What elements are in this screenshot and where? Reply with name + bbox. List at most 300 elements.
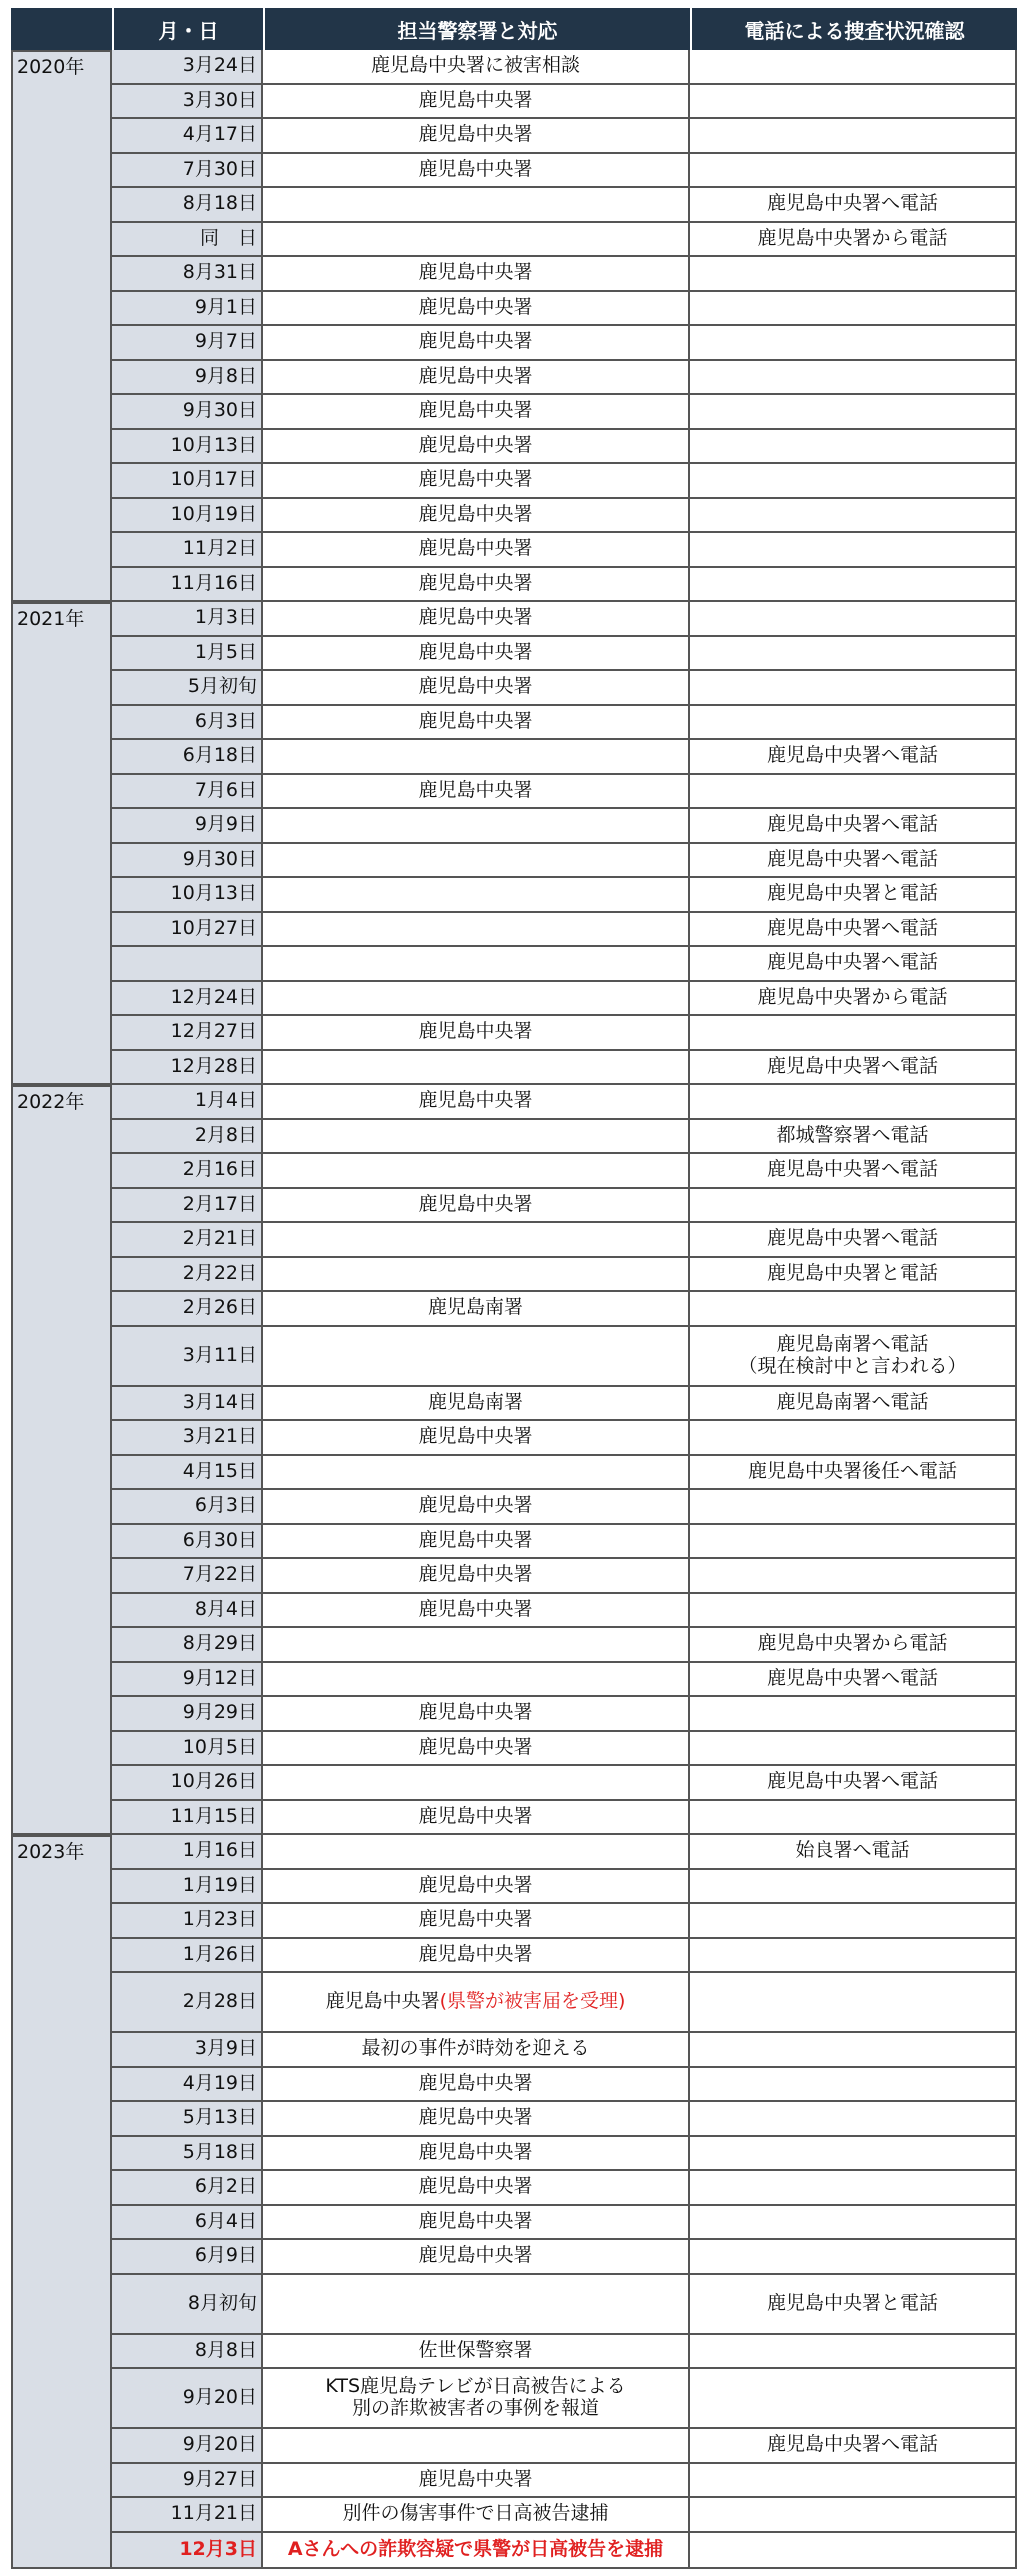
- response-cell: [263, 2275, 690, 2335]
- table-row: [11, 913, 1017, 948]
- date-cell: 3月30日: [112, 85, 263, 120]
- response-cell: 鹿児島中央署: [263, 568, 690, 603]
- year-cell: [11, 1697, 112, 1732]
- table-row: [11, 395, 1017, 430]
- year-cell: [11, 671, 112, 706]
- table-row: [11, 361, 1017, 396]
- date-cell: 10月26日: [112, 1766, 263, 1801]
- response-cell: 鹿児島中央署: [263, 119, 690, 154]
- phone-cell: 鹿児島中央署と電話: [690, 1258, 1017, 1293]
- year-cell: [11, 2102, 112, 2137]
- year-cell: [11, 1559, 112, 1594]
- table-row: [11, 1594, 1017, 1629]
- response-cell: 鹿児島中央署: [263, 1085, 690, 1120]
- phone-cell: [690, 2335, 1017, 2370]
- table-row: [11, 1189, 1017, 1224]
- date-cell: 10月13日: [112, 430, 263, 465]
- date-cell: 9月1日: [112, 292, 263, 327]
- year-cell: [11, 947, 112, 982]
- date-cell: 6月3日: [112, 1490, 263, 1525]
- response-cell: 鹿児島中央署: [263, 2171, 690, 2206]
- year-cell: [11, 878, 112, 913]
- response-cell: 鹿児島中央署: [263, 1697, 690, 1732]
- year-cell: [11, 1154, 112, 1189]
- response-cell: 鹿児島中央署: [263, 2102, 690, 2137]
- table-row: [11, 740, 1017, 775]
- table-row: [11, 1292, 1017, 1327]
- phone-cell: [690, 1801, 1017, 1836]
- phone-cell: [690, 464, 1017, 499]
- table-row: [11, 1559, 1017, 1594]
- year-cell: [11, 2429, 112, 2464]
- date-cell: 6月18日: [112, 740, 263, 775]
- response-cell: 鹿児島中央署: [263, 464, 690, 499]
- table-row: [11, 1628, 1017, 1663]
- year-cell: [11, 499, 112, 534]
- year-cell: [11, 1939, 112, 1974]
- year-cell: [11, 2464, 112, 2499]
- year-cell: [11, 982, 112, 1017]
- year-cell: [11, 361, 112, 396]
- table-row: [11, 188, 1017, 223]
- phone-cell: [690, 1973, 1017, 2033]
- phone-cell: [690, 775, 1017, 810]
- date-cell: 1月16日: [112, 1835, 263, 1870]
- table-row: [11, 292, 1017, 327]
- year-cell: [11, 637, 112, 672]
- table-row: [11, 2429, 1017, 2464]
- timeline-table: [11, 8, 1017, 2569]
- date-cell: 2月16日: [112, 1154, 263, 1189]
- phone-cell: 鹿児島中央署から電話: [690, 982, 1017, 1017]
- date-cell: 6月3日: [112, 706, 263, 741]
- phone-cell: 鹿児島中央署へ電話: [690, 1051, 1017, 1086]
- year-cell: [11, 2369, 112, 2429]
- response-cell: 鹿児島中央署: [263, 1939, 690, 1974]
- phone-cell: [690, 50, 1017, 85]
- table-row: [11, 1223, 1017, 1258]
- phone-cell: [690, 1292, 1017, 1327]
- response-cell: [263, 223, 690, 258]
- response-cell: 鹿児島中央署: [263, 395, 690, 430]
- table-row: [11, 1904, 1017, 1939]
- response-cell: [263, 844, 690, 879]
- date-cell: 9月20日: [112, 2429, 263, 2464]
- date-cell: 9月20日: [112, 2369, 263, 2429]
- response-cell: 鹿児島中央署: [263, 499, 690, 534]
- response-cell: 鹿児島中央署: [263, 1525, 690, 1560]
- date-cell: 9月30日: [112, 844, 263, 879]
- table-row: [11, 1766, 1017, 1801]
- response-cell: 鹿児島中央署: [263, 637, 690, 672]
- phone-cell: [690, 361, 1017, 396]
- table-row: [11, 1085, 1017, 1120]
- table-row: [11, 982, 1017, 1017]
- year-cell: 2022年: [11, 1085, 112, 1120]
- date-cell: 9月8日: [112, 361, 263, 396]
- table-row: [11, 1973, 1017, 2033]
- response-cell: 鹿児島中央署: [263, 1870, 690, 1905]
- year-cell: [11, 464, 112, 499]
- table-row: [11, 499, 1017, 534]
- phone-cell: 鹿児島中央署へ電話: [690, 1663, 1017, 1698]
- table-row: [11, 1258, 1017, 1293]
- date-cell: 8月初旬: [112, 2275, 263, 2335]
- table-row: [11, 947, 1017, 982]
- phone-cell: [690, 430, 1017, 465]
- response-cell: 鹿児島中央署: [263, 326, 690, 361]
- table-row: [11, 1456, 1017, 1491]
- date-cell: 10月19日: [112, 499, 263, 534]
- phone-cell: [690, 2033, 1017, 2068]
- phone-cell: [690, 257, 1017, 292]
- table-row: [11, 2137, 1017, 2172]
- phone-cell: [690, 1697, 1017, 1732]
- response-cell: 鹿児島中央署: [263, 2464, 690, 2499]
- date-cell: 3月14日: [112, 1387, 263, 1422]
- year-cell: [11, 292, 112, 327]
- table-row: [11, 464, 1017, 499]
- table-header: [11, 8, 1017, 50]
- response-cell: [263, 1154, 690, 1189]
- year-cell: [11, 568, 112, 603]
- phone-cell: [690, 1421, 1017, 1456]
- year-cell: [11, 430, 112, 465]
- year-cell: [11, 188, 112, 223]
- date-cell: 11月16日: [112, 568, 263, 603]
- response-cell: 別件の傷害事件で日高被告逮捕: [263, 2498, 690, 2533]
- date-cell: 7月30日: [112, 154, 263, 189]
- table-row: [11, 1421, 1017, 1456]
- response-cell: [263, 982, 690, 1017]
- phone-cell: 鹿児島中央署と電話: [690, 2275, 1017, 2335]
- table-row: [11, 2464, 1017, 2499]
- year-cell: [11, 1870, 112, 1905]
- phone-cell: [690, 1525, 1017, 1560]
- phone-cell: [690, 154, 1017, 189]
- table-row: [11, 1870, 1017, 1905]
- phone-cell: [690, 2102, 1017, 2137]
- table-row: [11, 775, 1017, 810]
- phone-cell: [690, 1732, 1017, 1767]
- phone-cell: [690, 499, 1017, 534]
- phone-cell: 鹿児島中央署へ電話: [690, 809, 1017, 844]
- year-cell: [11, 1973, 112, 2033]
- date-cell: 3月11日: [112, 1327, 263, 1387]
- year-cell: [11, 2533, 112, 2569]
- date-cell: 2月21日: [112, 1223, 263, 1258]
- phone-cell: [690, 1189, 1017, 1224]
- response-cell: 鹿児島中央署: [263, 430, 690, 465]
- phone-cell: 鹿児島中央署後任へ電話: [690, 1456, 1017, 1491]
- response-cell: 鹿児島中央署: [263, 1594, 690, 1629]
- phone-cell: [690, 1085, 1017, 1120]
- table-row: [11, 2033, 1017, 2068]
- response-cell: [263, 188, 690, 223]
- table-row: [11, 568, 1017, 603]
- table-row: [11, 2335, 1017, 2370]
- phone-cell: [690, 602, 1017, 637]
- date-cell: 3月24日: [112, 50, 263, 85]
- year-cell: [11, 1490, 112, 1525]
- date-cell: 8月8日: [112, 2335, 263, 2370]
- year-cell: [11, 1904, 112, 1939]
- phone-cell: [690, 1939, 1017, 1974]
- date-cell: 11月2日: [112, 533, 263, 568]
- year-cell: [11, 1223, 112, 1258]
- date-cell: 2月22日: [112, 1258, 263, 1293]
- phone-cell: 鹿児島中央署から電話: [690, 1628, 1017, 1663]
- phone-cell: [690, 2369, 1017, 2429]
- response-cell: Aさんへの詐欺容疑で県警が日高被告を逮捕: [263, 2533, 690, 2569]
- date-cell: 4月15日: [112, 1456, 263, 1491]
- phone-cell: 鹿児島南署へ電話: [690, 1387, 1017, 1422]
- response-cell: 鹿児島中央署: [263, 2068, 690, 2103]
- phone-cell: [690, 2464, 1017, 2499]
- phone-cell: [690, 1870, 1017, 1905]
- response-cell: [263, 1456, 690, 1491]
- date-cell: 10月13日: [112, 878, 263, 913]
- phone-cell: [690, 2498, 1017, 2533]
- date-cell: 5月13日: [112, 2102, 263, 2137]
- response-cell: [263, 1663, 690, 1698]
- response-cell: 鹿児島中央署: [263, 154, 690, 189]
- phone-cell: 鹿児島中央署へ電話: [690, 1154, 1017, 1189]
- response-cell: 鹿児島中央署: [263, 533, 690, 568]
- table-row: [11, 1939, 1017, 1974]
- date-cell: 2月26日: [112, 1292, 263, 1327]
- response-text: 鹿児島中央署: [325, 1990, 440, 2013]
- year-cell: [11, 1292, 112, 1327]
- date-cell: 9月27日: [112, 2464, 263, 2499]
- table-row: [11, 809, 1017, 844]
- date-cell: 7月6日: [112, 775, 263, 810]
- response-cell: [263, 1258, 690, 1293]
- date-cell: 4月17日: [112, 119, 263, 154]
- response-cell: 鹿児島中央署: [263, 2137, 690, 2172]
- date-cell: 1月3日: [112, 602, 263, 637]
- phone-cell: [690, 637, 1017, 672]
- table-row: [11, 1835, 1017, 1870]
- year-cell: [11, 1189, 112, 1224]
- date-cell: 8月29日: [112, 1628, 263, 1663]
- year-cell: 2021年: [11, 602, 112, 637]
- year-cell: [11, 119, 112, 154]
- table-row: [11, 430, 1017, 465]
- date-cell: 12月28日: [112, 1051, 263, 1086]
- phone-cell: [690, 326, 1017, 361]
- year-cell: [11, 1016, 112, 1051]
- phone-cell: [690, 671, 1017, 706]
- year-cell: [11, 223, 112, 258]
- date-cell: 3月21日: [112, 1421, 263, 1456]
- table-row: [11, 1801, 1017, 1836]
- date-cell: 11月15日: [112, 1801, 263, 1836]
- year-cell: [11, 326, 112, 361]
- date-cell: 9月12日: [112, 1663, 263, 1698]
- year-cell: [11, 257, 112, 292]
- table-row: [11, 1732, 1017, 1767]
- response-cell: 鹿児島中央署: [263, 1732, 690, 1767]
- date-cell: 1月23日: [112, 1904, 263, 1939]
- year-cell: [11, 2171, 112, 2206]
- year-cell: [11, 844, 112, 879]
- year-cell: [11, 1594, 112, 1629]
- year-cell: [11, 2240, 112, 2275]
- year-cell: [11, 2068, 112, 2103]
- response-cell: 鹿児島中央署: [263, 1421, 690, 1456]
- year-cell: [11, 1387, 112, 1422]
- response-cell: 鹿児島中央署: [263, 706, 690, 741]
- response-cell: [263, 1766, 690, 1801]
- header-police-response: 担当警察署と対応: [263, 8, 690, 50]
- year-cell: [11, 1628, 112, 1663]
- phone-cell: 始良署へ電話: [690, 1835, 1017, 1870]
- date-cell: 9月30日: [112, 395, 263, 430]
- response-cell: [263, 740, 690, 775]
- year-cell: [11, 2033, 112, 2068]
- response-cell: 鹿児島中央署: [263, 2206, 690, 2241]
- response-cell: 鹿児島中央署: [263, 1801, 690, 1836]
- date-cell: 12月27日: [112, 1016, 263, 1051]
- response-cell: 鹿児島中央署: [263, 257, 690, 292]
- table-row: [11, 2369, 1017, 2429]
- date-cell: 6月9日: [112, 2240, 263, 2275]
- date-cell: 8月18日: [112, 188, 263, 223]
- date-cell: 12月3日: [112, 2533, 263, 2569]
- response-cell: 鹿児島中央署: [263, 2240, 690, 2275]
- year-cell: [11, 809, 112, 844]
- year-cell: [11, 2498, 112, 2533]
- response-cell: [263, 1628, 690, 1663]
- response-cell: KTS鹿児島テレビが日高被告による 別の詐欺被害者の事例を報道: [263, 2369, 690, 2429]
- response-cell: [263, 2429, 690, 2464]
- year-cell: [11, 395, 112, 430]
- phone-cell: 鹿児島中央署へ電話: [690, 188, 1017, 223]
- phone-cell: [690, 2137, 1017, 2172]
- phone-cell: 鹿児島中央署へ電話: [690, 844, 1017, 879]
- response-cell: 鹿児島中央署: [263, 1559, 690, 1594]
- date-cell: 9月9日: [112, 809, 263, 844]
- table-row: [11, 1697, 1017, 1732]
- response-cell: 鹿児島中央署: [263, 775, 690, 810]
- phone-cell: 鹿児島中央署と電話: [690, 878, 1017, 913]
- phone-cell: 鹿児島中央署へ電話: [690, 947, 1017, 982]
- phone-cell: 都城警察署へ電話: [690, 1120, 1017, 1155]
- response-cell: 鹿児島中央署: [263, 292, 690, 327]
- table-row: [11, 2240, 1017, 2275]
- table-row: [11, 1051, 1017, 1086]
- table-row: [11, 602, 1017, 637]
- year-cell: [11, 1525, 112, 1560]
- year-cell: 2020年: [11, 50, 112, 85]
- date-cell: 5月初旬: [112, 671, 263, 706]
- header-phone-check: 電話による捜査状況確認: [690, 8, 1017, 50]
- date-cell: 6月4日: [112, 2206, 263, 2241]
- table-row: [11, 1490, 1017, 1525]
- year-cell: [11, 1421, 112, 1456]
- response-cell: 鹿児島中央署: [263, 1189, 690, 1224]
- table-row: [11, 2498, 1017, 2533]
- date-cell: 8月31日: [112, 257, 263, 292]
- phone-cell: 鹿児島中央署へ電話: [690, 1223, 1017, 1258]
- phone-cell: 鹿児島中央署へ電話: [690, 1766, 1017, 1801]
- response-cell: [263, 809, 690, 844]
- date-cell: 10月5日: [112, 1732, 263, 1767]
- date-cell: 9月7日: [112, 326, 263, 361]
- phone-cell: [690, 1904, 1017, 1939]
- date-cell: 2月8日: [112, 1120, 263, 1155]
- response-cell: [263, 1120, 690, 1155]
- response-cell: 鹿児島中央署: [263, 671, 690, 706]
- table-body: [11, 50, 1017, 2569]
- header-date: 月・日: [112, 8, 263, 50]
- date-cell: 6月30日: [112, 1525, 263, 1560]
- phone-cell: [690, 2206, 1017, 2241]
- table-row: [11, 533, 1017, 568]
- phone-cell: [690, 1594, 1017, 1629]
- response-cell: 鹿児島中央署: [263, 361, 690, 396]
- year-cell: [11, 1801, 112, 1836]
- date-cell: 2月17日: [112, 1189, 263, 1224]
- table-row: [11, 2206, 1017, 2241]
- year-cell: [11, 913, 112, 948]
- year-cell: [11, 706, 112, 741]
- date-cell: 10月27日: [112, 913, 263, 948]
- date-cell: 12月24日: [112, 982, 263, 1017]
- response-cell: 鹿児島中央署: [263, 1016, 690, 1051]
- table-row: [11, 1120, 1017, 1155]
- phone-cell: [690, 706, 1017, 741]
- date-cell: 1月4日: [112, 1085, 263, 1120]
- header-year: [11, 8, 112, 50]
- response-cell: 鹿児島中央署: [263, 602, 690, 637]
- year-cell: [11, 2335, 112, 2370]
- table-row: [11, 1525, 1017, 1560]
- phone-cell: 鹿児島中央署へ電話: [690, 740, 1017, 775]
- response-cell: [263, 1835, 690, 1870]
- phone-cell: [690, 119, 1017, 154]
- year-cell: [11, 154, 112, 189]
- response-cell: [263, 947, 690, 982]
- response-cell: [263, 1327, 690, 1387]
- date-cell: [112, 947, 263, 982]
- table-row: [11, 2068, 1017, 2103]
- year-cell: 2023年: [11, 1835, 112, 1870]
- year-cell: [11, 85, 112, 120]
- year-cell: [11, 533, 112, 568]
- table-row: [11, 637, 1017, 672]
- year-cell: [11, 1120, 112, 1155]
- table-row: [11, 119, 1017, 154]
- table-row: [11, 85, 1017, 120]
- response-cell: [263, 1973, 690, 2033]
- phone-cell: [690, 292, 1017, 327]
- phone-cell: 鹿児島中央署から電話: [690, 223, 1017, 258]
- table-row: [11, 1327, 1017, 1387]
- phone-cell: [690, 568, 1017, 603]
- phone-cell: [690, 1490, 1017, 1525]
- table-row: [11, 1387, 1017, 1422]
- year-cell: [11, 2275, 112, 2335]
- date-cell: 10月17日: [112, 464, 263, 499]
- table-row: [11, 1663, 1017, 1698]
- date-cell: 4月19日: [112, 2068, 263, 2103]
- table-row: [11, 154, 1017, 189]
- table-row: [11, 844, 1017, 879]
- date-cell: 9月29日: [112, 1697, 263, 1732]
- table-row: [11, 2171, 1017, 2206]
